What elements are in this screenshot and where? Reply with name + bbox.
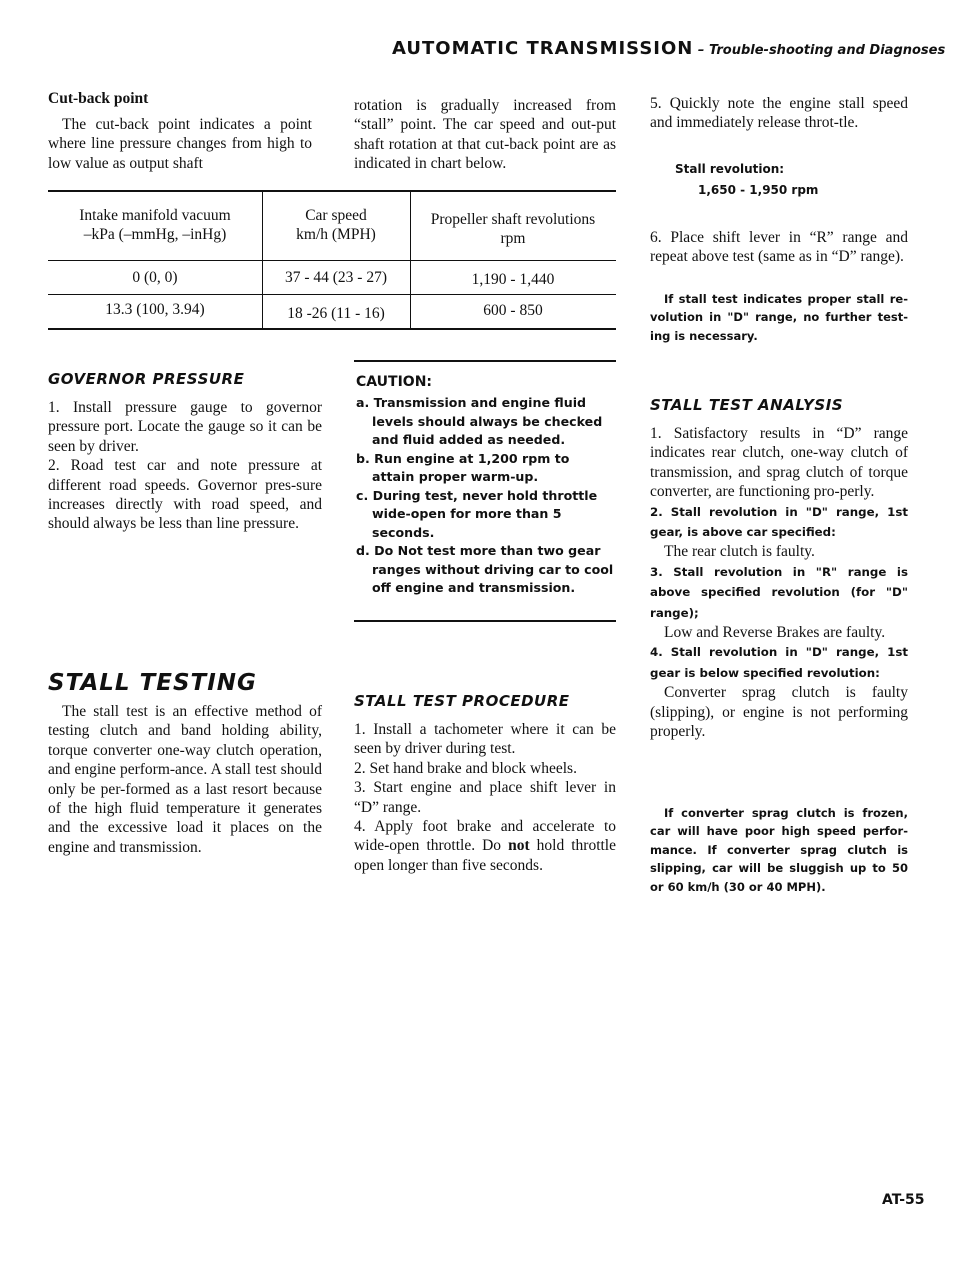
stall-test-procedure-heading: STALL TEST PROCEDURE: [354, 692, 570, 710]
table-top-rule: [48, 190, 616, 192]
procedure-step-4-emphasis: not: [508, 837, 530, 855]
stall-procedure-step-5: 5. Quickly note the engine stall speed and immediately release throt-tle.: [650, 95, 908, 132]
analysis-item-4: [650, 642, 908, 683]
caution-item: d. Do Not test more than two gear ranges without driving car to cool off engine and transmission.: [356, 543, 614, 595]
table-cell: 13.3 (100, 3.94): [105, 301, 205, 318]
caution-item: b. Run engine at 1,200 rpm to attain proper warm-up.: [356, 450, 570, 484]
header-line: Car speed: [305, 207, 367, 224]
caution-item: c. During test, never hold throttle wide-open for more than 5 seconds.: [356, 487, 598, 540]
table-cell: 37 - 44 (23 - 27): [284, 269, 388, 286]
caution-item: a. Transmission and engine fluid levels should always be checked and fluid added as needed.: [356, 395, 603, 447]
header-line: km/h (MPH): [296, 226, 376, 243]
analysis-item-2-result: The rear clutch is faulty.: [664, 543, 815, 561]
cutback-paragraph-continued: rotation is gradually increased from “stall” point. The car speed and out-put shaft rotation at that cut-back point are as indicated in chart below.: [354, 97, 616, 173]
stall-note: If stall test indicates proper stall re-volution in "D" range, no further test-ing is necessary.: [650, 292, 908, 343]
caution-title: CAUTION:: [356, 374, 433, 390]
procedure-step-3: 3. Start engine and place shift lever in “D” range.: [354, 779, 616, 816]
table-cell: 0 (0, 0): [132, 269, 178, 286]
table-header-cell: [410, 210, 616, 248]
stall-revolution-value: 1,650 - 1,950 rpm: [698, 183, 819, 197]
table-cell: 18 -26 (11 - 16): [287, 305, 385, 322]
governor-pressure-heading: GOVERNOR PRESSURE: [48, 370, 245, 388]
stall-test-analysis-list: [650, 424, 908, 742]
analysis-item-1: 1. Satisfactory results in “D” range indicates rear clutch, one-way clutch of transmission, and sprag clutch of torque converter, are functioning pro-perly.: [650, 425, 908, 501]
cutback-title: Cut-back point: [48, 90, 149, 107]
caution-top-rule: [354, 360, 616, 362]
header-line: rpm: [500, 230, 526, 247]
header-line: –kPa (–mmHg, –inHg): [83, 226, 227, 243]
running-header: [392, 38, 946, 59]
cutback-spec-table: [48, 190, 616, 330]
header-subtitle: Trouble-shooting and Diagnoses: [708, 43, 946, 58]
stall-test-analysis-heading: STALL TEST ANALYSIS: [650, 396, 844, 414]
table-header-cell: [48, 206, 262, 244]
table-cell: 600 - 850: [483, 302, 543, 319]
analysis-item-4-condition: 4. Stall revolution in "D" range, 1st gear is below specified revolution:: [650, 645, 908, 680]
header-title: AUTOMATIC TRANSMISSION: [392, 38, 694, 59]
governor-pressure-steps: [48, 398, 322, 534]
table-row-rule: [48, 294, 616, 295]
table-bottom-rule: [48, 328, 616, 330]
table-header-cell: [262, 206, 410, 244]
stall-procedure-step-6: 6. Place shift lever in “R” range and repeat above test (same as in “D” range).: [650, 229, 908, 266]
stall-test-procedure-steps: [354, 720, 616, 875]
analysis-item-3-condition: 3. Stall revolution in "R" range is above specified revolution (for "D" range);: [650, 564, 908, 620]
caution-bottom-rule: [354, 620, 616, 622]
caution-list: [356, 394, 614, 598]
procedure-step-1: 1. Install a tachometer where it can be seen by driver during test.: [354, 721, 616, 758]
header-line: Propeller shaft revolutions: [430, 211, 596, 228]
stall-revolution-label: Stall revolution:: [675, 162, 785, 176]
procedure-step-4: [354, 817, 616, 875]
stall-testing-paragraph: The stall test is an effective method of testing clutch and band holding ability, torque converter one-way clutch operation, and engine perform-ance. A stall test should only be per-formed as a last resort because of the high fluid temperature it generates and the excessive load it places on the engine and transmission.: [48, 703, 322, 856]
procedure-step-4-end: hold throttle open longer than five seconds.: [354, 837, 616, 874]
analysis-item-4-result: Converter sprag clutch is faulty (slipping), or engine is not performing properly.: [650, 684, 908, 741]
analysis-item-3-result: Low and Reverse Brakes are faulty.: [664, 624, 886, 642]
header-dash: –: [693, 43, 709, 58]
governor-step-1: 1. Install pressure gauge to governor pressure port. Locate the gauge so it can be seen by driver.: [48, 399, 322, 455]
table-header-rule: [48, 260, 616, 261]
analysis-item-3: [650, 562, 908, 623]
table-cell: 1,190 - 1,440: [471, 271, 555, 288]
sprag-clutch-note: If converter sprag clutch is frozen, car will have poor high speed perfor-mance. If converter sprag clutch is slipping, car will be sluggish up to 50 or 60 km/h (30 or 40 MPH).: [650, 806, 908, 894]
analysis-item-2-condition: 2. Stall revolution in "D" range, 1st gear, is above car specified:: [650, 504, 908, 540]
header-line: Intake manifold vacuum: [79, 207, 231, 224]
stall-testing-heading: STALL TESTING: [48, 670, 257, 696]
caution-box: [354, 360, 616, 622]
cutback-paragraph: The cut-back point indicates a point where line pressure changes from high to low value as output shaft: [48, 116, 312, 172]
analysis-item-2: [650, 502, 908, 543]
procedure-step-4-start: 4. Apply foot brake and accelerate to wide-open throttle. Do: [354, 818, 616, 855]
procedure-step-2: 2. Set hand brake and block wheels.: [354, 759, 577, 777]
governor-step-2: 2. Road test car and note pressure at different road speeds. Governor pres-sure increases directly with road speed, and should always be less than line pressure.: [48, 457, 322, 533]
page-number: AT-55: [882, 1192, 925, 1208]
